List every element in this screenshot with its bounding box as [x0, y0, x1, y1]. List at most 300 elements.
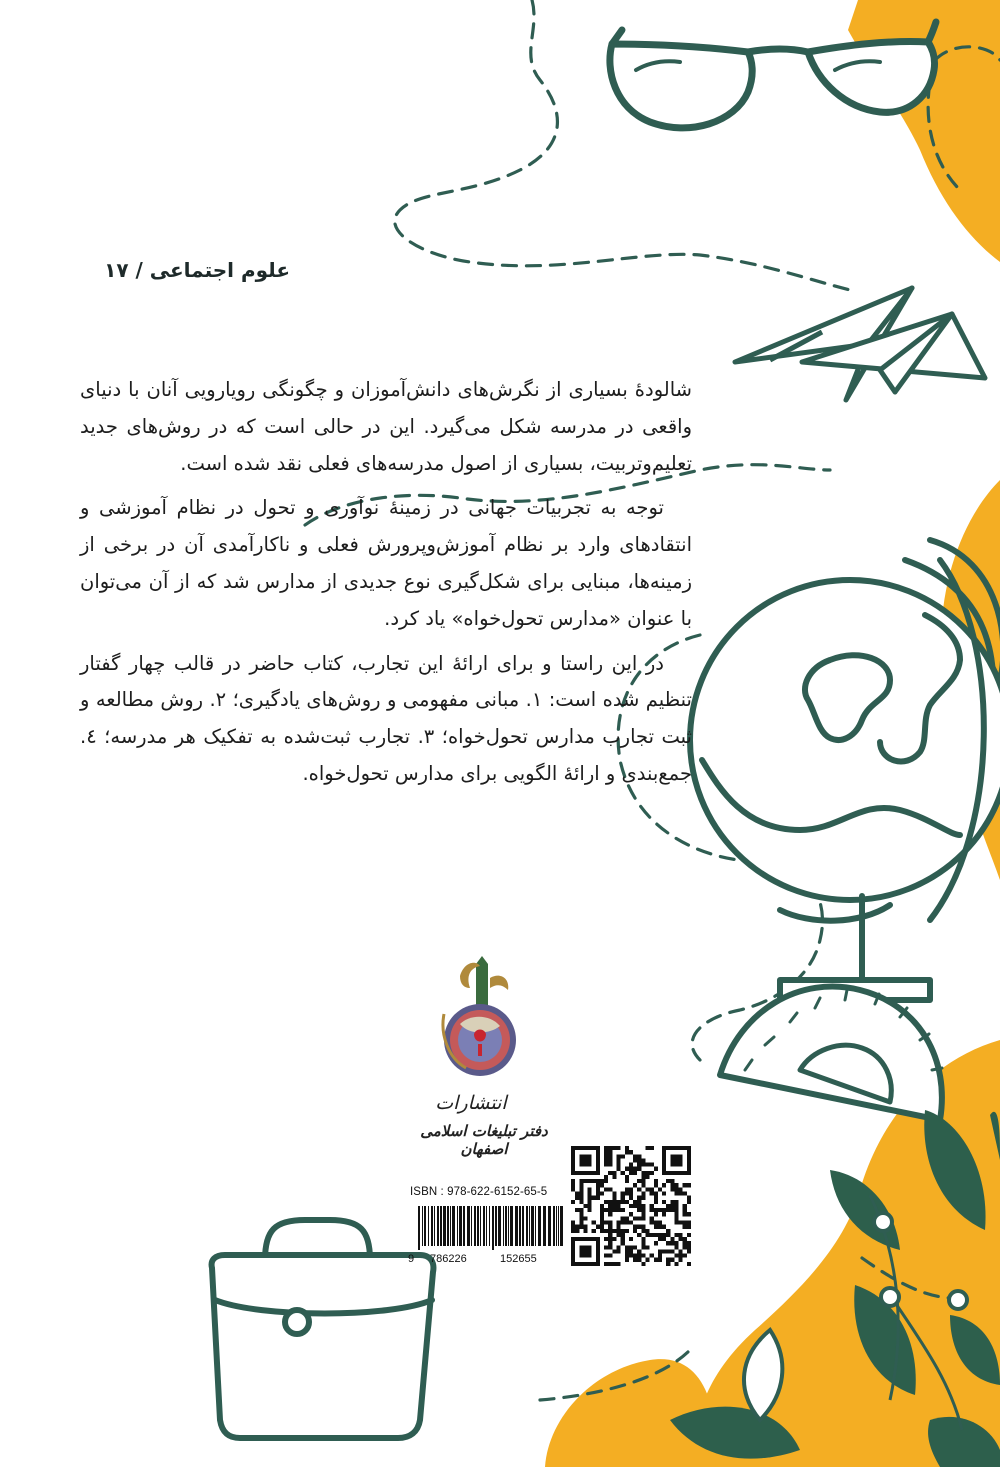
- qr-module: [579, 1192, 583, 1196]
- qr-module: [604, 1158, 608, 1162]
- qr-module: [633, 1258, 637, 1262]
- qr-module: [600, 1212, 604, 1216]
- barcode-bar: [495, 1206, 497, 1246]
- qr-module: [679, 1237, 683, 1241]
- qr-module: [604, 1254, 608, 1258]
- qr-module: [637, 1204, 641, 1208]
- qr-module: [662, 1237, 666, 1241]
- qr-module: [654, 1179, 658, 1183]
- qr-module: [621, 1208, 625, 1212]
- qr-module: [588, 1196, 592, 1200]
- qr-module: [683, 1220, 687, 1224]
- qr-module: [687, 1262, 691, 1266]
- qr-module: [617, 1249, 621, 1253]
- qr-module: [583, 1179, 587, 1183]
- qr-module: [662, 1212, 666, 1216]
- qr-module: [650, 1254, 654, 1258]
- barcode-bar: [459, 1206, 462, 1246]
- qr-module: [617, 1158, 621, 1162]
- barcode-bar: [503, 1206, 504, 1246]
- qr-module: [637, 1254, 641, 1258]
- qr-module: [629, 1237, 633, 1241]
- qr-module: [637, 1179, 641, 1183]
- qr-module: [629, 1245, 633, 1249]
- qr-module: [608, 1237, 612, 1241]
- qr-module: [674, 1208, 678, 1212]
- barcode-bar: [548, 1206, 551, 1246]
- qr-module: [621, 1220, 625, 1224]
- qr-module: [600, 1216, 604, 1220]
- qr-module: [617, 1225, 621, 1229]
- qr-module: [641, 1262, 645, 1266]
- qr-finder: [670, 1154, 682, 1166]
- qr-module: [633, 1216, 637, 1220]
- qr-module: [588, 1179, 592, 1183]
- qr-module: [658, 1258, 662, 1262]
- qr-module: [641, 1175, 645, 1179]
- qr-module: [600, 1183, 604, 1187]
- barcode-bar: [447, 1206, 449, 1246]
- qr-module: [637, 1158, 641, 1162]
- qr-module: [608, 1171, 612, 1175]
- qr-module: [604, 1245, 608, 1249]
- qr-module: [608, 1229, 612, 1233]
- qr-module: [633, 1254, 637, 1258]
- qr-module: [687, 1196, 691, 1200]
- qr-module: [579, 1196, 583, 1200]
- qr-module: [658, 1225, 662, 1229]
- qr-module: [604, 1175, 608, 1179]
- qr-module: [633, 1200, 637, 1204]
- barcode-bar: [522, 1206, 524, 1246]
- qr-finder: [579, 1245, 591, 1257]
- qr-module: [674, 1245, 678, 1249]
- qr-module: [583, 1229, 587, 1233]
- qr-module: [674, 1254, 678, 1258]
- qr-module: [683, 1192, 687, 1196]
- barcode-bar: [529, 1206, 530, 1246]
- qr-module: [583, 1204, 587, 1208]
- barcode-bar: [440, 1206, 442, 1246]
- qr-module: [608, 1158, 612, 1162]
- qr-module: [625, 1220, 629, 1224]
- qr-module: [683, 1254, 687, 1258]
- barcode-bar: [467, 1206, 470, 1246]
- qr-module: [666, 1179, 670, 1183]
- qr-module: [662, 1233, 666, 1237]
- qr-module: [604, 1220, 608, 1224]
- qr-module: [579, 1187, 583, 1191]
- barcode-bar: [457, 1206, 458, 1246]
- qr-module: [612, 1262, 616, 1266]
- qr-module: [687, 1183, 691, 1187]
- qr-module: [683, 1237, 687, 1241]
- barcode-bar: [437, 1206, 439, 1246]
- qr-module: [670, 1237, 674, 1241]
- qr-module: [621, 1237, 625, 1241]
- barcode-digits: [408, 1253, 568, 1267]
- qr-module: [637, 1167, 641, 1171]
- qr-module: [658, 1249, 662, 1253]
- qr-module: [687, 1220, 691, 1224]
- qr-module: [604, 1179, 608, 1183]
- qr-module: [687, 1245, 691, 1249]
- barcode-bar: [477, 1206, 479, 1246]
- qr-module: [604, 1150, 608, 1154]
- barcode-bar: [498, 1206, 501, 1246]
- qr-module: [674, 1183, 678, 1187]
- qr-module: [650, 1204, 654, 1208]
- qr-module: [629, 1167, 633, 1171]
- qr-module: [592, 1220, 596, 1224]
- qr-module: [650, 1187, 654, 1191]
- qr-module: [650, 1216, 654, 1220]
- qr-module: [633, 1154, 637, 1158]
- barcode: [418, 1206, 566, 1250]
- barcode-bar: [519, 1206, 521, 1246]
- qr-module: [641, 1171, 645, 1175]
- barcode-bar: [483, 1206, 485, 1246]
- qr-module: [588, 1200, 592, 1204]
- qr-module: [650, 1171, 654, 1175]
- qr-module: [641, 1254, 645, 1258]
- qr-module: [641, 1208, 645, 1212]
- qr-module: [612, 1229, 616, 1233]
- qr-module: [658, 1208, 662, 1212]
- barcode-bar: [431, 1206, 433, 1246]
- barcode-bar: [443, 1206, 446, 1246]
- qr-module: [633, 1158, 637, 1162]
- qr-module: [633, 1245, 637, 1249]
- barcode-bar: [543, 1206, 546, 1246]
- qr-module: [625, 1258, 629, 1262]
- barcode-bar: [515, 1206, 518, 1246]
- qr-module: [617, 1208, 621, 1212]
- qr-module: [641, 1216, 645, 1220]
- qr-module: [625, 1254, 629, 1258]
- paper-plane-icon: [735, 288, 985, 400]
- qr-module: [617, 1154, 621, 1158]
- qr-module: [621, 1200, 625, 1204]
- qr-module: [617, 1262, 621, 1266]
- qr-module: [662, 1208, 666, 1212]
- qr-module: [629, 1249, 633, 1253]
- qr-module: [637, 1258, 641, 1262]
- qr-module: [612, 1204, 616, 1208]
- qr-module: [617, 1146, 621, 1150]
- qr-module: [666, 1208, 670, 1212]
- qr-module: [633, 1171, 637, 1175]
- qr-module: [604, 1237, 608, 1241]
- qr-module: [650, 1220, 654, 1224]
- qr-module: [641, 1179, 645, 1183]
- qr-module: [637, 1154, 641, 1158]
- barcode-bar: [486, 1206, 487, 1246]
- barcode-bar: [508, 1206, 509, 1246]
- qr-module: [617, 1229, 621, 1233]
- qr-module: [641, 1163, 645, 1167]
- qr-module: [629, 1196, 633, 1200]
- qr-module: [637, 1233, 641, 1237]
- qr-module: [658, 1233, 662, 1237]
- qr-module: [600, 1192, 604, 1196]
- qr-module: [629, 1150, 633, 1154]
- qr-module: [600, 1229, 604, 1233]
- qr-module: [670, 1183, 674, 1187]
- qr-module: [662, 1183, 666, 1187]
- isbn-text: ISBN : 978-622-6152-65-5: [410, 1186, 548, 1198]
- qr-module: [654, 1233, 658, 1237]
- qr-module: [583, 1225, 587, 1229]
- qr-module: [608, 1245, 612, 1249]
- qr-module: [596, 1183, 600, 1187]
- qr-module: [588, 1192, 592, 1196]
- qr-module: [658, 1237, 662, 1241]
- qr-code[interactable]: [571, 1146, 691, 1266]
- qr-module: [654, 1183, 658, 1187]
- qr-module: [674, 1241, 678, 1245]
- qr-module: [662, 1225, 666, 1229]
- qr-module: [666, 1241, 670, 1245]
- qr-module: [604, 1262, 608, 1266]
- qr-module: [600, 1225, 604, 1229]
- barcode-digits-left: 786226: [430, 1253, 467, 1265]
- qr-module: [579, 1220, 583, 1224]
- qr-module: [612, 1208, 616, 1212]
- qr-module: [662, 1192, 666, 1196]
- qr-module: [650, 1146, 654, 1150]
- qr-module: [579, 1179, 583, 1183]
- qr-module: [625, 1187, 629, 1191]
- qr-module: [645, 1187, 649, 1191]
- qr-module: [579, 1216, 583, 1220]
- qr-module: [645, 1163, 649, 1167]
- qr-module: [629, 1212, 633, 1216]
- qr-module: [637, 1200, 641, 1204]
- qr-module: [641, 1245, 645, 1249]
- qr-module: [625, 1150, 629, 1154]
- qr-module: [674, 1192, 678, 1196]
- qr-module: [654, 1225, 658, 1229]
- qr-module: [617, 1204, 621, 1208]
- qr-module: [575, 1192, 579, 1196]
- qr-module: [608, 1212, 612, 1216]
- qr-module: [683, 1212, 687, 1216]
- barcode-bar: [535, 1206, 536, 1246]
- qr-module: [654, 1167, 658, 1171]
- qr-module: [571, 1187, 575, 1191]
- qr-module: [645, 1175, 649, 1179]
- qr-module: [608, 1204, 612, 1208]
- qr-module: [666, 1258, 670, 1262]
- barcode-bar: [422, 1206, 423, 1246]
- qr-module: [641, 1196, 645, 1200]
- qr-module: [666, 1233, 670, 1237]
- barcode-bar: [463, 1206, 465, 1246]
- briefcase-icon: [212, 1220, 434, 1438]
- qr-module: [600, 1220, 604, 1224]
- qr-module: [608, 1187, 612, 1191]
- qr-module: [608, 1262, 612, 1266]
- qr-module: [575, 1196, 579, 1200]
- qr-module: [629, 1187, 633, 1191]
- qr-module: [608, 1146, 612, 1150]
- barcode-bar: [434, 1206, 435, 1246]
- qr-module: [679, 1233, 683, 1237]
- qr-module: [579, 1200, 583, 1204]
- qr-module: [654, 1196, 658, 1200]
- qr-module: [604, 1229, 608, 1233]
- publisher-name: دفتر تبلیغات اسلامی اصفهان: [420, 1122, 548, 1158]
- qr-module: [600, 1179, 604, 1183]
- qr-module: [658, 1220, 662, 1224]
- qr-module: [683, 1204, 687, 1208]
- qr-module: [670, 1200, 674, 1204]
- qr-module: [617, 1245, 621, 1249]
- qr-module: [687, 1225, 691, 1229]
- qr-module: [637, 1216, 641, 1220]
- qr-module: [592, 1179, 596, 1183]
- qr-module: [683, 1225, 687, 1229]
- qr-module: [654, 1241, 658, 1245]
- qr-module: [641, 1225, 645, 1229]
- qr-module: [608, 1208, 612, 1212]
- qr-module: [641, 1204, 645, 1208]
- qr-module: [641, 1192, 645, 1196]
- qr-module: [608, 1254, 612, 1258]
- qr-module: [579, 1225, 583, 1229]
- qr-module: [608, 1233, 612, 1237]
- qr-module: [687, 1241, 691, 1245]
- qr-module: [571, 1229, 575, 1233]
- qr-module: [612, 1249, 616, 1253]
- qr-module: [621, 1229, 625, 1233]
- qr-module: [674, 1200, 678, 1204]
- qr-module: [654, 1220, 658, 1224]
- qr-module: [621, 1171, 625, 1175]
- qr-module: [571, 1220, 575, 1224]
- qr-module: [612, 1237, 616, 1241]
- barcode-bar: [553, 1206, 555, 1246]
- qr-module: [670, 1208, 674, 1212]
- barcode-bar: [538, 1206, 541, 1246]
- qr-module: [608, 1163, 612, 1167]
- qr-module: [621, 1196, 625, 1200]
- qr-module: [637, 1208, 641, 1212]
- qr-module: [571, 1183, 575, 1187]
- qr-module: [637, 1187, 641, 1191]
- qr-module: [641, 1212, 645, 1216]
- qr-module: [674, 1262, 678, 1266]
- qr-module: [683, 1241, 687, 1245]
- qr-module: [645, 1258, 649, 1262]
- qr-module: [625, 1167, 629, 1171]
- barcode-bar: [560, 1206, 563, 1246]
- qr-module: [575, 1229, 579, 1233]
- qr-module: [633, 1204, 637, 1208]
- qr-module: [608, 1225, 612, 1229]
- qr-module: [579, 1208, 583, 1212]
- qr-module: [679, 1254, 683, 1258]
- barcode-digits-right: 152655: [500, 1253, 537, 1265]
- qr-module: [666, 1262, 670, 1266]
- qr-module: [645, 1233, 649, 1237]
- qr-module: [571, 1179, 575, 1183]
- qr-module: [604, 1208, 608, 1212]
- qr-module: [666, 1204, 670, 1208]
- qr-module: [658, 1187, 662, 1191]
- qr-module: [650, 1163, 654, 1167]
- qr-module: [608, 1150, 612, 1154]
- qr-module: [670, 1179, 674, 1183]
- qr-module: [654, 1200, 658, 1204]
- qr-module: [596, 1225, 600, 1229]
- qr-module: [596, 1192, 600, 1196]
- qr-module: [674, 1216, 678, 1220]
- qr-module: [629, 1204, 633, 1208]
- barcode-bar: [510, 1206, 513, 1246]
- qr-module: [600, 1208, 604, 1212]
- barcode-digit-lead: 9: [408, 1253, 415, 1265]
- qr-module: [608, 1200, 612, 1204]
- qr-module: [625, 1245, 629, 1249]
- qr-module: [674, 1220, 678, 1224]
- qr-module: [670, 1187, 674, 1191]
- qr-module: [621, 1216, 625, 1220]
- qr-module: [617, 1163, 621, 1167]
- qr-module: [588, 1208, 592, 1212]
- qr-module: [674, 1233, 678, 1237]
- qr-module: [683, 1245, 687, 1249]
- blurb-paragraph: در این راستا و برای ارائهٔ این تجارب، کتاب حاضر در قالب چهار گفتار تنظیم شده است: ۱. مبانی مفهومی و روش‌های یادگیری؛ ۲. روش مطالعه و ثبت تجارب مدارس تحول‌خواه؛ ۳. تجارب ثبت‌شده به تفکیک هر مدرسه؛ ٤. جمع‌بندی و ارائهٔ الگویی برای مدارس تحول‌خواه.: [80, 651, 692, 785]
- qr-module: [612, 1196, 616, 1200]
- blurb-paragraph: شالودهٔ بسیاری از نگرش‌های دانش‌آموزان و چگونگی رویارویی آنان با دنیای واقعی در مدرسه شکل می‌گیرد. این در حالی است که در روش‌های جدید تعلیم‌وتربیت، بسیاری از اصول مدرسه‌های فعلی نقد شده است.: [80, 378, 692, 475]
- qr-module: [683, 1183, 687, 1187]
- qr-module: [670, 1249, 674, 1253]
- qr-module: [575, 1208, 579, 1212]
- qr-module: [670, 1204, 674, 1208]
- qr-module: [666, 1249, 670, 1253]
- qr-module: [654, 1208, 658, 1212]
- back-cover-blurb: [80, 372, 692, 801]
- qr-module: [674, 1204, 678, 1208]
- qr-module: [571, 1225, 575, 1229]
- qr-module: [629, 1220, 633, 1224]
- qr-module: [666, 1229, 670, 1233]
- qr-module: [662, 1200, 666, 1204]
- qr-module: [674, 1187, 678, 1191]
- qr-module: [592, 1196, 596, 1200]
- qr-finder: [579, 1154, 591, 1166]
- qr-module: [650, 1208, 654, 1212]
- qr-module: [629, 1163, 633, 1167]
- blurb-paragraph: توجه به تجربیات جهانی در زمینهٔ نوآوری و تحول در نظام آموزشی و انتقادهای وارد بر نظام آموزش‌وپرورش فعلی و ناکارآمدی آن در برخی از زمینه‌ها، مبنایی برای شکل‌گیری نوع جدیدی از مدارس شد که از آن می‌توان با عنوان «مدارس تحول‌خواه» یاد کرد.: [80, 496, 692, 630]
- qr-module: [670, 1241, 674, 1245]
- barcode-bar: [474, 1206, 476, 1246]
- barcode-bar: [526, 1206, 528, 1246]
- qr-module: [641, 1241, 645, 1245]
- barcode-bar: [492, 1206, 494, 1250]
- qr-module: [670, 1258, 674, 1262]
- qr-module: [621, 1154, 625, 1158]
- qr-module: [662, 1249, 666, 1253]
- qr-module: [629, 1192, 633, 1196]
- barcode-bar: [556, 1206, 557, 1246]
- qr-module: [633, 1183, 637, 1187]
- barcode-bar: [558, 1206, 559, 1246]
- qr-module: [625, 1249, 629, 1253]
- barcode-bar: [424, 1206, 426, 1246]
